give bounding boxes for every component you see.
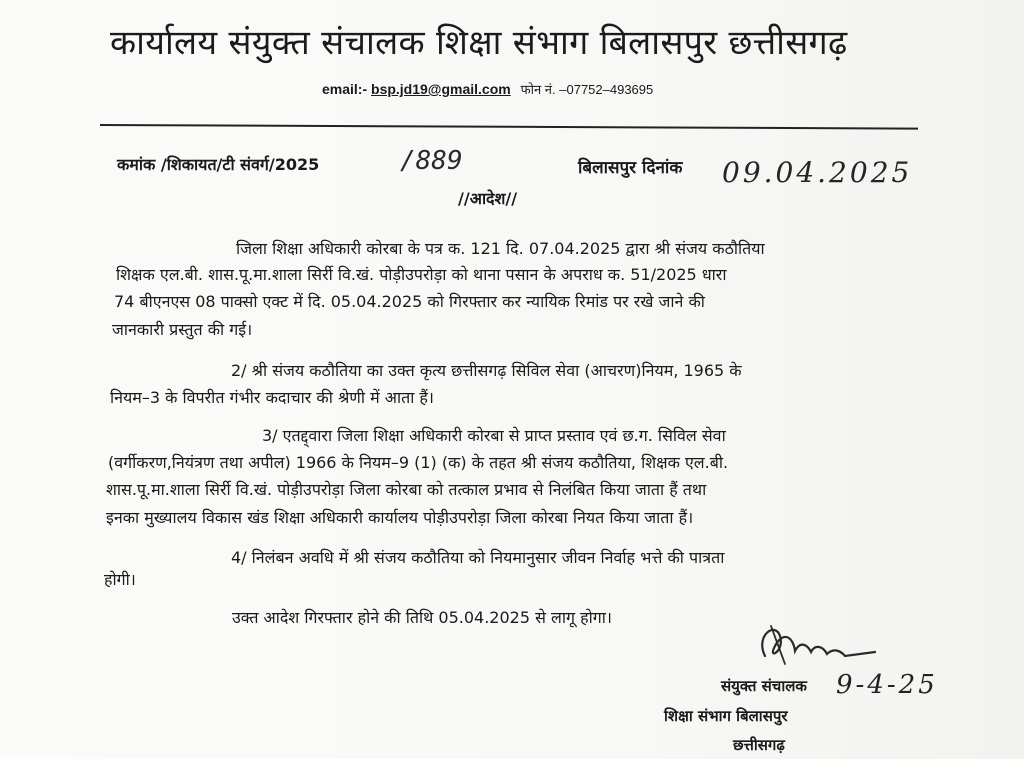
effective-date-line: उक्त आदेश गिरफ्तार होने की तिथि 05.04.2025 से लागू होगा। [232,608,612,627]
order-heading: //आदेश// [458,189,518,208]
para3-line: (वर्गीकरण,नियंत्रण तथा अपील) 1966 के नियम–9 (1) (क) के तहत श्री संजय कठौतिया, शिक्षक एल.बी. [108,453,729,472]
para3-line: इनका मुख्यालय विकास खंड शिक्षा अधिकारी कार्यालय पोड़ीउपरोड़ा जिला कोरबा नियत किया जाता हैं। [106,508,694,527]
handwritten-date: 09.04.2025 [722,156,913,189]
email-label: email:- [322,81,368,97]
para3-line: 3/ एतद्द्वारा जिला शिक्षा अधिकारी कोरबा से प्राप्त प्रस्ताव एवं छ.ग. सिविल सेवा [262,426,726,445]
para1-line: जिला शिक्षा अधिकारी कोरबा के पत्र क. 121 दि. 07.04.2025 द्वारा श्री संजय कठौतिया [236,239,765,258]
para4-line: होगी। [104,570,136,589]
office-title: कार्यालय संयुक्त संचालक शिक्षा संभाग बिलासपुर छत्तीसगढ़ [110,23,848,63]
para4-line: 4/ निलंबन अवधि में श्री संजय कठौतिया को नियमानुसार जीवन निर्वाह भत्ते की पात्रता [231,548,725,567]
signatory-state: छत्तीसगढ़ [733,736,785,754]
phone-number: फोन नं. –07752–493695 [520,82,654,97]
header-divider [100,124,918,130]
signatory-office: शिक्षा संभाग बिलासपुर [664,707,788,725]
date-label: बिलासपुर दिनांक [578,158,683,178]
contact-line [322,80,653,98]
signature-handwritten-date: 9-4-25 [836,670,938,700]
para3-line: शास.पू.मा.शाला सिर्री वि.खं. पोड़ीउपरोड़ा जिला कोरबा को तत्काल प्रभाव से निलंबित किया जाता हैं तथा [106,480,707,499]
para1-line: शिक्षक एल.बी. शास.पू.मा.शाला सिर्री वि.खं. पोड़ीउपरोड़ा को थाना पसान के अपराध क. 51/2025 धारा [116,265,727,284]
para2-line: नियम–3 के विपरीत गंभीर कदाचार की श्रेणी में आता हैं। [110,388,434,407]
signature-scribble [745,616,885,676]
para1-line: 74 बीएनएस 08 पाक्सो एक्ट में दि. 05.04.2025 को गिरफ्तार कर न्यायिक रिमांड पर रखे जाने की [114,292,705,311]
para1-line: जानकारी प्रस्तुत की गई। [112,320,253,339]
para2-line: 2/ श्री संजय कठौतिया का उक्त कृत्य छत्तीसगढ़ सिविल सेवा (आचरण)नियम, 1965 के [231,361,742,380]
reference-handwritten-number: /889 [400,146,463,176]
email-link[interactable]: bsp.jd19@gmail.com [371,81,511,97]
reference-number: कमांक /शिकायत/टी संवर्ग/2025 [117,155,320,174]
signatory-designation: संयुक्त संचालक [721,677,807,695]
